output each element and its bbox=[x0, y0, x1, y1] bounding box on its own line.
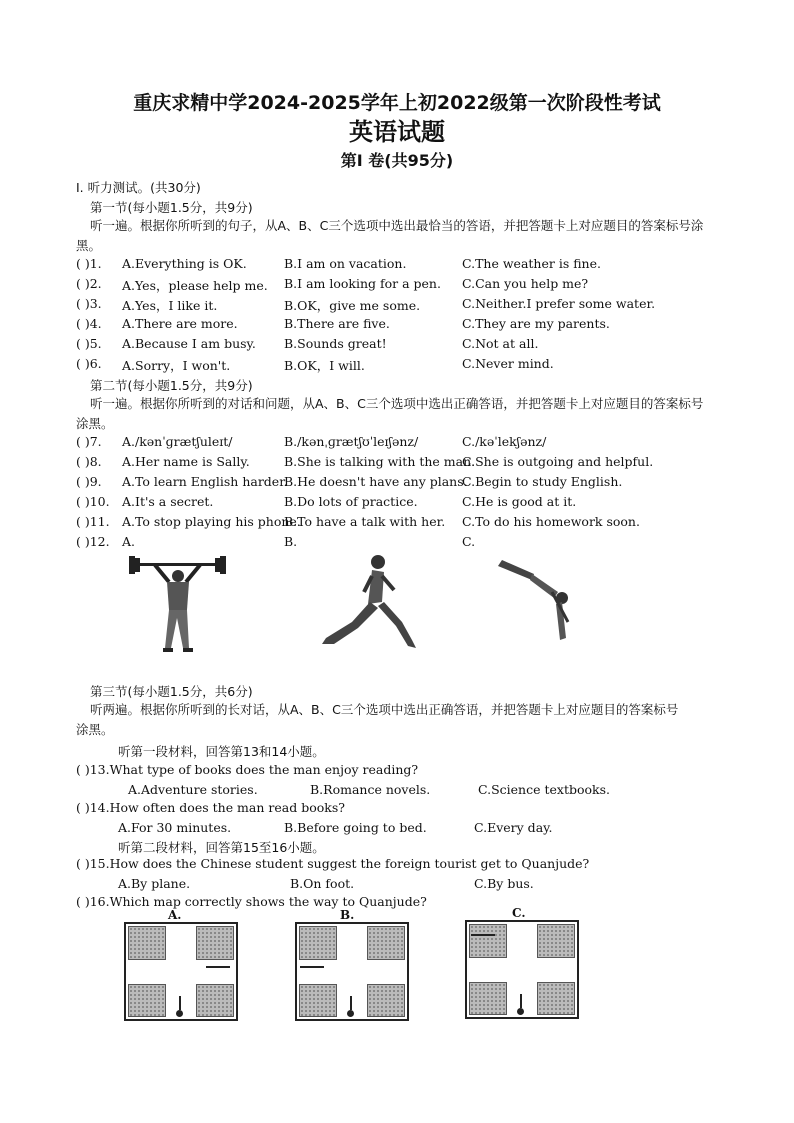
start-point-icon bbox=[347, 1010, 354, 1017]
up-arrow-icon bbox=[520, 994, 522, 1008]
sub3-heading: 第三节(每小题1.5分，共6分) bbox=[90, 684, 253, 699]
map-a bbox=[124, 922, 238, 1021]
sub1-heading: 第一节(每小题1.5分，共9分) bbox=[90, 200, 253, 215]
material-2-note: 听第二段材料，回答第15至16小题。 bbox=[118, 840, 325, 855]
q13-option-b: B.Romance novels. bbox=[310, 782, 431, 797]
map-a-label: A. bbox=[168, 908, 182, 922]
q15-option-b: B.On foot. bbox=[290, 876, 355, 891]
quanjude-marker bbox=[471, 934, 495, 936]
q15-option-a: A.By plane. bbox=[118, 876, 191, 891]
question-row: ( )12. A. B. C. bbox=[76, 534, 476, 549]
runner-figure bbox=[312, 552, 422, 660]
weightlifter-figure bbox=[125, 548, 235, 660]
q14-option-b: B.Before going to bed. bbox=[284, 820, 427, 835]
question-row: ( )5. A.Because I am busy. B.Sounds great! C.Not at all. bbox=[76, 336, 539, 351]
question-13: ( )13.What type of books does the man enjoy reading? bbox=[76, 762, 419, 777]
exam-subject: 英语试题 bbox=[349, 118, 445, 146]
question-row: ( )9. A.To learn English harder. B.He doesn't have any plans. C.Begin to study English. bbox=[76, 474, 623, 489]
map-b bbox=[295, 922, 409, 1021]
section-heading: I. 听力测试。(共30分) bbox=[76, 180, 201, 195]
quanjude-marker bbox=[206, 966, 230, 968]
map-c-label: C. bbox=[512, 906, 526, 920]
sub2-heading: 第二节(每小题1.5分，共9分) bbox=[90, 378, 253, 393]
sub1-instruction-2: 黑。 bbox=[76, 238, 102, 253]
question-16: ( )16.Which map correctly shows the way to Quanjude? bbox=[76, 894, 427, 909]
q14-option-a: A.For 30 minutes. bbox=[118, 820, 232, 835]
question-15: ( )15.How does the Chinese student suggest the foreign tourist get to Quanjude? bbox=[76, 856, 590, 871]
question-row: ( )11. A.To stop playing his phone. B.To have a talk with her. C.To do his homework soon. bbox=[76, 514, 640, 529]
up-arrow-icon bbox=[350, 996, 352, 1010]
quanjude-marker bbox=[300, 966, 324, 968]
question-row: ( )6. A.Sorry，I won't. B.OK，I will. C.Never mind. bbox=[76, 356, 554, 373]
sub3-instruction-2: 涂黑。 bbox=[76, 722, 114, 737]
question-row: ( )1. A.Everything is OK. B.I am on vacation. C.The weather is fine. bbox=[76, 256, 601, 271]
q13-option-a: A.Adventure stories. bbox=[128, 782, 258, 797]
sub2-instruction-2: 涂黑。 bbox=[76, 416, 114, 431]
start-point-icon bbox=[176, 1010, 183, 1017]
q15-option-c: C.By bus. bbox=[474, 876, 534, 891]
question-row: ( )10. A.It's a secret. B.Do lots of practice. C.He is good at it. bbox=[76, 494, 577, 509]
exam-title: 重庆求精中学2024-2025学年上初2022级第一次阶段性考试 bbox=[133, 92, 661, 114]
q13-option-c: C.Science textbooks. bbox=[478, 782, 610, 797]
question-row: ( )8. A.Her name is Sally. B.She is talking with the man. C.She is outgoing and helpful. bbox=[76, 454, 654, 469]
question-row: ( )4. A.There are more. B.There are five. C.They are my parents. bbox=[76, 316, 610, 331]
question-row: ( )3. A.Yes，I like it. B.OK，give me some. C.Neither.I prefer some water. bbox=[76, 296, 656, 313]
sub2-instruction: 听一遍。根据你所听到的对话和问题，从A、B、C三个选项中选出正确答语，并把答题卡上对应题目的答案标号 bbox=[90, 396, 704, 411]
up-arrow-icon bbox=[179, 996, 181, 1010]
material-1-note: 听第一段材料，回答第13和14小题。 bbox=[118, 744, 325, 759]
map-c bbox=[465, 920, 579, 1019]
start-point-icon bbox=[517, 1008, 524, 1015]
q14-option-c: C.Every day. bbox=[474, 820, 553, 835]
exam-part: 第I 卷(共95分) bbox=[340, 151, 454, 170]
sub3-instruction: 听两遍。根据你所听到的长对话，从A、B、C三个选项中选出正确答语，并把答题卡上对应题目的答案标号 bbox=[90, 702, 679, 717]
sub1-instruction: 听一遍。根据你所听到的句子，从A、B、C三个选项中选出最恰当的答语，并把答题卡上对应题目的答案标号涂 bbox=[90, 218, 704, 233]
question-14: ( )14.How often does the man read books? bbox=[76, 800, 345, 815]
map-b-label: B. bbox=[340, 908, 355, 922]
diver-figure bbox=[492, 552, 602, 660]
question-row: ( )7. A./kənˈɡrætʃuleɪt/ B./kənˌɡrætʃʊˈleɪʃənz/ C./kəˈlekʃənz/ bbox=[76, 434, 547, 449]
question-row: ( )2. A.Yes，please help me. B.I am looking for a pen. C.Can you help me? bbox=[76, 276, 589, 293]
